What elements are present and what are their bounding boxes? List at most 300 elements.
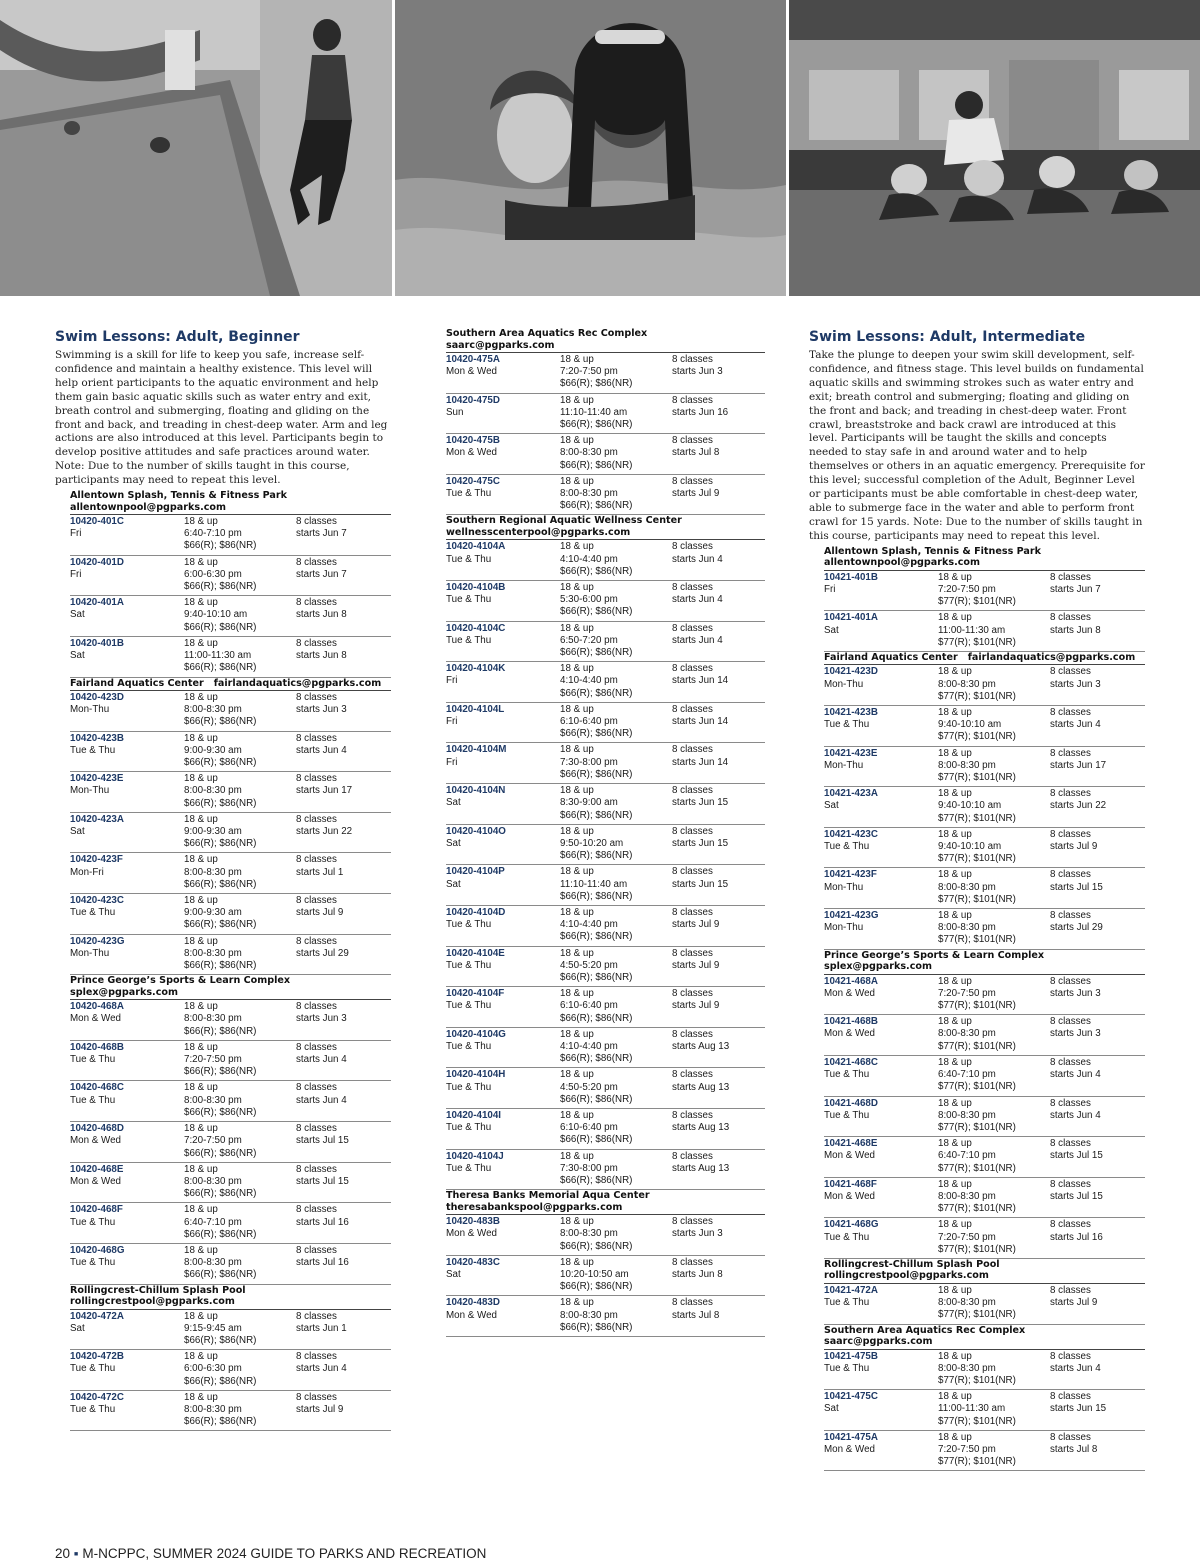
class-age: 18 & up: [938, 1097, 972, 1109]
class-code-cell: [70, 1042, 184, 1079]
class-days: Tue & Thu: [446, 919, 492, 931]
class-code: 10420-472C: [70, 1391, 124, 1403]
class-count: 8 classes: [672, 663, 713, 675]
class-fee: $77(R); $101(NR): [938, 690, 1016, 702]
class-fee: $77(R); $101(NR): [938, 893, 1016, 905]
class-code-cell: [446, 1216, 560, 1253]
class-sessions-cell: [296, 638, 391, 675]
class-time: 8:00-8:30 pm: [938, 1028, 996, 1040]
class-age: 18 & up: [560, 1028, 594, 1040]
class-row: [824, 1056, 1145, 1097]
class-start: starts Jul 9: [296, 1403, 344, 1415]
class-code-cell: [70, 773, 184, 810]
class-code: 10420-423B: [70, 732, 124, 744]
class-count: 8 classes: [672, 988, 713, 1000]
class-age: 18 & up: [560, 663, 594, 675]
class-age: 18 & up: [938, 1391, 972, 1403]
class-count: 8 classes: [1050, 1350, 1091, 1362]
location-name: Fairland Aquatics Center: [824, 651, 958, 663]
class-row: [824, 1137, 1145, 1178]
class-time: 9:00-9:30 am: [184, 907, 242, 919]
class-details-cell: [938, 572, 1050, 609]
class-fee: $66(R); $86(NR): [560, 728, 633, 740]
class-row: [446, 906, 765, 947]
class-days: Mon-Thu: [70, 704, 110, 716]
class-fee: $66(R); $86(NR): [560, 565, 633, 577]
class-days: Tue & Thu: [446, 959, 492, 971]
class-code-cell: [824, 666, 938, 703]
class-count: 8 classes: [672, 703, 713, 715]
class-count: 8 classes: [296, 556, 337, 568]
class-fee: $66(R); $86(NR): [560, 1240, 633, 1252]
class-row: [446, 475, 765, 516]
location-header: [70, 975, 391, 1000]
class-code: 10420-4104P: [446, 866, 505, 878]
class-time: 6:10-6:40 pm: [560, 1122, 618, 1134]
class-fee: $77(R); $101(NR): [938, 812, 1016, 824]
class-details-cell: [560, 744, 672, 781]
class-fee: $66(R); $86(NR): [560, 647, 633, 659]
class-time: 5:30-6:00 pm: [560, 594, 618, 606]
class-time: 8:00-8:30 pm: [184, 704, 242, 716]
class-fee: $66(R); $86(NR): [184, 878, 257, 890]
class-code-cell: [824, 1179, 938, 1216]
class-code: 10420-4104I: [446, 1109, 502, 1121]
class-days: Sat: [446, 797, 461, 809]
class-row: [446, 784, 765, 825]
class-time: 7:20-7:50 pm: [938, 1231, 996, 1243]
class-details-cell: [184, 1164, 296, 1201]
class-start: starts Jul 9: [296, 907, 344, 919]
class-days: Sat: [824, 624, 839, 636]
class-days: Tue & Thu: [824, 1231, 870, 1243]
location-email: wellnesscenterpool@pgparks.com: [446, 526, 631, 538]
class-details-cell: [938, 1057, 1050, 1094]
class-sessions-cell: [1050, 707, 1145, 744]
class-days: Mon-Fri: [70, 866, 104, 878]
class-start: starts Jun 3: [296, 704, 347, 716]
class-details-cell: [560, 988, 672, 1025]
class-age: 18 & up: [184, 854, 218, 866]
class-start: starts Jun 22: [296, 826, 353, 838]
class-row: [70, 1350, 391, 1391]
class-details-cell: [560, 866, 672, 903]
section-description-adult-beginner: Swimming is a skill for life to keep you safe, increase self-confidence and maintain a healthy existence. This level will help orient participants to the aquatic environment and help them gain basic aquatic skills such as water entry and exit, breath control and submerging, floating and gliding on the front and back, and treading in chest-deep water. Arm and leg actions are also introduced at this level. Participants begin to develop positive attitudes and safe practices around water. Note: Due to the number of skills taught in this course, participants may need to repeat this level.: [55, 349, 388, 487]
class-sessions-cell: [296, 1392, 391, 1429]
class-details-cell: [184, 1351, 296, 1388]
class-count: 8 classes: [672, 475, 713, 487]
class-count: 8 classes: [1050, 707, 1091, 719]
class-start: starts Jun 8: [296, 609, 347, 621]
class-row: [446, 622, 765, 663]
class-age: 18 & up: [184, 895, 218, 907]
class-days: Fri: [446, 675, 458, 687]
class-sessions-cell: [296, 1123, 391, 1160]
class-age: 18 & up: [560, 1256, 594, 1268]
class-count: 8 classes: [1050, 828, 1091, 840]
class-row: [70, 1310, 391, 1351]
class-count: 8 classes: [296, 692, 337, 703]
class-sessions-cell: [296, 557, 391, 594]
class-days: Mon-Thu: [70, 785, 110, 797]
class-code-cell: [824, 748, 938, 785]
class-time: 8:00-8:30 pm: [938, 1190, 996, 1202]
class-age: 18 & up: [560, 394, 594, 406]
class-row: [446, 1256, 765, 1297]
class-start: starts Jun 14: [672, 716, 729, 728]
class-fee: $77(R); $101(NR): [938, 1162, 1016, 1174]
class-code: 10421-472A: [824, 1284, 878, 1296]
class-row: [446, 947, 765, 988]
class-time: 7:30-8:00 pm: [560, 1162, 618, 1174]
class-fee: $66(R); $86(NR): [184, 1269, 257, 1281]
class-fee: $77(R); $101(NR): [938, 1456, 1016, 1468]
class-details-cell: [560, 1151, 672, 1188]
class-age: 18 & up: [184, 813, 218, 825]
class-count: 8 classes: [296, 637, 337, 649]
class-count: 8 classes: [1050, 1016, 1091, 1028]
class-start: starts Aug 13: [672, 1122, 730, 1134]
class-count: 8 classes: [1050, 1097, 1091, 1109]
class-age: 18 & up: [184, 1351, 218, 1363]
class-time: 8:00-8:30 pm: [938, 881, 996, 893]
class-code: 10420-423G: [70, 935, 125, 947]
class-code-cell: [446, 988, 560, 1025]
class-time: 8:00-8:30 pm: [184, 785, 242, 797]
class-row: [446, 1215, 765, 1256]
location-name: Prince George’s Sports & Learn Complex: [824, 949, 1045, 961]
class-count: 8 classes: [296, 773, 337, 785]
location-header: [446, 328, 765, 353]
class-time: 8:00-8:30 pm: [560, 447, 618, 459]
class-code: 10420-472A: [70, 1310, 124, 1322]
class-age: 18 & up: [560, 1150, 594, 1162]
class-age: 18 & up: [938, 1178, 972, 1190]
class-fee: $66(R); $86(NR): [560, 1012, 633, 1024]
class-details-cell: [560, 826, 672, 863]
class-count: 8 classes: [672, 1028, 713, 1040]
class-details-cell: [560, 663, 672, 700]
class-start: starts Jun 7: [296, 568, 347, 580]
class-details-cell: [560, 541, 672, 578]
class-time: 9:50-10:20 am: [560, 837, 624, 849]
class-sessions-cell: [672, 582, 765, 619]
class-age: 18 & up: [184, 1204, 218, 1216]
class-count: 8 classes: [1050, 1431, 1091, 1443]
class-time: 6:40-7:10 pm: [184, 1216, 242, 1228]
class-code-cell: [446, 395, 560, 432]
section-title-adult-beginner: Swim Lessons: Adult, Beginner: [55, 329, 300, 345]
class-code: 10420-475B: [446, 435, 500, 447]
class-days: Mon & Wed: [446, 1309, 498, 1321]
class-start: starts Aug 13: [672, 1040, 730, 1052]
class-start: starts Jul 29: [296, 947, 349, 959]
class-code-cell: [70, 1204, 184, 1241]
class-time: 8:00-8:30 pm: [184, 1094, 242, 1106]
class-count: 8 classes: [1050, 571, 1091, 583]
class-count: 8 classes: [1050, 975, 1091, 987]
class-code-cell: [824, 788, 938, 825]
class-days: Tue & Thu: [824, 1109, 870, 1121]
class-fee: $66(R); $86(NR): [184, 581, 257, 593]
class-details-cell: [938, 976, 1050, 1013]
class-details-cell: [184, 1311, 296, 1348]
class-row: [824, 571, 1145, 612]
class-age: 18 & up: [184, 597, 218, 609]
class-details-cell: [560, 907, 672, 944]
class-details-cell: [184, 1123, 296, 1160]
class-code-cell: [70, 1392, 184, 1429]
class-fee: $66(R); $86(NR): [560, 459, 633, 471]
class-time: 7:20-7:50 pm: [560, 366, 618, 378]
class-code: 10420-483B: [446, 1216, 500, 1228]
class-count: 8 classes: [1050, 612, 1091, 624]
location-email: rollingcrestpool@pgparks.com: [824, 1270, 989, 1282]
class-sessions-cell: [672, 948, 765, 985]
class-time: 9:40-10:10 am: [184, 609, 248, 621]
class-code-cell: [446, 435, 560, 472]
class-count: 8 classes: [1050, 910, 1091, 922]
class-details-cell: [560, 1110, 672, 1147]
class-details-cell: [560, 354, 672, 391]
class-start: starts Jul 15: [1050, 881, 1103, 893]
class-age: 18 & up: [938, 1350, 972, 1362]
class-code-cell: [70, 733, 184, 770]
class-details-cell: [560, 435, 672, 472]
class-code: 10421-475B: [824, 1350, 878, 1362]
class-code-cell: [824, 1219, 938, 1256]
class-code: 10420-4104F: [446, 988, 505, 1000]
class-details-cell: [938, 748, 1050, 785]
location-header: [70, 678, 391, 692]
class-sessions-cell: [1050, 1098, 1145, 1135]
class-code: 10420-4104C: [446, 622, 506, 634]
location-header: [824, 1259, 1145, 1284]
class-code: 10420-468C: [70, 1082, 124, 1094]
class-start: starts Jun 7: [1050, 583, 1101, 595]
class-code-cell: [70, 1001, 184, 1038]
class-days: Tue & Thu: [446, 488, 492, 500]
class-start: starts Jul 16: [296, 1257, 349, 1269]
location-header: [824, 950, 1145, 975]
class-details-cell: [938, 869, 1050, 906]
class-age: 18 & up: [184, 1391, 218, 1403]
class-sessions-cell: [296, 936, 391, 973]
class-code-cell: [446, 826, 560, 863]
class-start: starts Jul 9: [1050, 841, 1098, 853]
class-days: Tue & Thu: [70, 1363, 116, 1375]
class-age: 18 & up: [560, 1069, 594, 1081]
class-age: 18 & up: [560, 582, 594, 594]
class-age: 18 & up: [184, 773, 218, 785]
location-name: Allentown Splash, Tennis & Fitness Park: [70, 490, 287, 502]
class-time: 6:40-7:10 pm: [938, 1150, 996, 1162]
class-code-cell: [824, 1057, 938, 1094]
class-row: [70, 1041, 391, 1082]
class-count: 8 classes: [296, 1041, 337, 1053]
class-age: 18 & up: [938, 1219, 972, 1231]
class-days: Mon-Thu: [70, 947, 110, 959]
class-time: 9:40-10:10 am: [938, 719, 1002, 731]
class-row: [446, 865, 765, 906]
class-fee: $66(R); $86(NR): [560, 809, 633, 821]
class-row: [70, 813, 391, 854]
class-days: Mon & Wed: [70, 1175, 122, 1187]
class-start: starts Jun 15: [672, 878, 729, 890]
class-sessions-cell: [672, 476, 765, 513]
class-time: 6:10-6:40 pm: [560, 1000, 618, 1012]
class-start: starts Jun 4: [296, 1363, 347, 1375]
class-days: Mon & Wed: [446, 366, 498, 378]
class-details-cell: [184, 773, 296, 810]
class-days: Fri: [824, 583, 836, 595]
class-days: Tue & Thu: [70, 1216, 116, 1228]
class-details-cell: [560, 1216, 672, 1253]
column-adult-beginner-continued: [446, 328, 765, 1337]
class-time: 6:50-7:20 pm: [560, 634, 618, 646]
class-days: Tue & Thu: [824, 841, 870, 853]
class-sessions-cell: [296, 895, 391, 932]
class-age: 18 & up: [560, 1297, 594, 1309]
class-code: 10420-401B: [70, 637, 124, 649]
class-start: starts Jul 15: [296, 1135, 349, 1147]
class-code-cell: [70, 597, 184, 634]
location-header: [70, 1285, 391, 1310]
class-time: 8:00-8:30 pm: [184, 1257, 242, 1269]
class-details-cell: [560, 395, 672, 432]
class-details-cell: [938, 1351, 1050, 1388]
class-start: starts Jun 4: [1050, 719, 1101, 731]
class-time: 8:00-8:30 pm: [560, 1309, 618, 1321]
class-age: 18 & up: [938, 707, 972, 719]
class-code: 10420-468F: [70, 1204, 123, 1216]
class-time: 6:40-7:10 pm: [184, 528, 242, 540]
class-code-cell: [70, 638, 184, 675]
class-count: 8 classes: [296, 935, 337, 947]
class-age: 18 & up: [938, 612, 972, 624]
class-code-cell: [446, 907, 560, 944]
class-start: starts Jun 22: [1050, 800, 1107, 812]
class-code: 10420-4104H: [446, 1069, 506, 1081]
class-code: 10420-401C: [70, 516, 124, 528]
class-days: Sat: [70, 609, 85, 621]
class-count: 8 classes: [672, 866, 713, 878]
class-details-cell: [184, 557, 296, 594]
class-count: 8 classes: [296, 1244, 337, 1256]
class-start: starts Jun 3: [296, 1013, 347, 1025]
class-age: 18 & up: [938, 1056, 972, 1068]
class-code: 10420-468B: [70, 1041, 124, 1053]
class-row: [70, 1081, 391, 1122]
class-age: 18 & up: [184, 1123, 218, 1135]
class-code-cell: [824, 829, 938, 866]
class-start: starts Jun 14: [672, 756, 729, 768]
class-fee: $66(R); $86(NR): [184, 716, 257, 728]
class-code-cell: [824, 910, 938, 947]
class-code-cell: [446, 541, 560, 578]
class-time: 9:40-10:10 am: [938, 800, 1002, 812]
schedule-block: [824, 546, 1145, 1472]
location-email: fairlandaquatics@pgparks.com: [213, 677, 382, 689]
class-sessions-cell: [296, 1001, 391, 1038]
class-sessions-cell: [672, 1029, 765, 1066]
location-email: splex@pgparks.com: [70, 986, 178, 998]
class-count: 8 classes: [1050, 1219, 1091, 1231]
class-code-cell: [446, 1069, 560, 1106]
class-row: [446, 540, 765, 581]
class-start: starts Aug 13: [672, 1162, 730, 1174]
class-count: 8 classes: [1050, 1391, 1091, 1403]
class-count: 8 classes: [672, 435, 713, 447]
class-row: [446, 1028, 765, 1069]
class-start: starts Jun 3: [672, 366, 723, 378]
class-row: [70, 853, 391, 894]
class-days: Tue & Thu: [446, 1122, 492, 1134]
class-fee: $77(R); $101(NR): [938, 934, 1016, 946]
class-row: [446, 353, 765, 394]
class-code-cell: [824, 612, 938, 649]
class-details-cell: [184, 1204, 296, 1241]
class-days: Tue & Thu: [70, 1054, 116, 1066]
class-sessions-cell: [1050, 1391, 1145, 1428]
class-row: [446, 581, 765, 622]
class-start: starts Jul 9: [672, 488, 720, 500]
class-fee: $77(R); $101(NR): [938, 1121, 1016, 1133]
photo-strip: [0, 0, 1200, 296]
location-header: [446, 1190, 765, 1215]
class-row: [446, 394, 765, 435]
class-count: 8 classes: [672, 785, 713, 797]
class-code-cell: [70, 1245, 184, 1282]
class-sessions-cell: [1050, 869, 1145, 906]
class-code: 10420-475D: [446, 394, 500, 406]
class-code: 10421-401B: [824, 571, 878, 583]
class-start: starts Jun 3: [1050, 987, 1101, 999]
class-days: Tue & Thu: [446, 1000, 492, 1012]
class-code: 10420-423C: [70, 895, 124, 907]
class-code-cell: [446, 1151, 560, 1188]
class-start: starts Jun 4: [1050, 1109, 1101, 1121]
class-code-cell: [824, 976, 938, 1013]
class-code-cell: [70, 936, 184, 973]
class-count: 8 classes: [296, 895, 337, 907]
class-age: 18 & up: [938, 747, 972, 759]
class-code-cell: [70, 854, 184, 891]
class-sessions-cell: [1050, 1432, 1145, 1469]
class-age: 18 & up: [938, 1431, 972, 1443]
class-time: 7:30-8:00 pm: [560, 756, 618, 768]
location-name: Allentown Splash, Tennis & Fitness Park: [824, 545, 1041, 557]
class-time: 4:50-5:20 pm: [560, 959, 618, 971]
class-fee: $77(R); $101(NR): [938, 772, 1016, 784]
class-days: Fri: [70, 528, 82, 540]
class-code-cell: [824, 1138, 938, 1175]
class-start: starts Jun 14: [672, 675, 729, 687]
photo-water-aerobics-instructor: [0, 0, 392, 296]
schedule-block: [446, 328, 765, 1337]
class-days: Tue & Thu: [446, 1162, 492, 1174]
class-age: 18 & up: [938, 1016, 972, 1028]
class-days: Tue & Thu: [446, 634, 492, 646]
class-code: 10421-468A: [824, 975, 878, 987]
class-days: Tue & Thu: [446, 1081, 492, 1093]
class-age: 18 & up: [560, 1109, 594, 1121]
class-time: 8:00-8:30 pm: [938, 759, 996, 771]
class-code: 10420-475C: [446, 475, 500, 487]
class-age: 18 & up: [560, 825, 594, 837]
class-row: [70, 894, 391, 935]
class-code: 10421-423D: [824, 666, 878, 678]
